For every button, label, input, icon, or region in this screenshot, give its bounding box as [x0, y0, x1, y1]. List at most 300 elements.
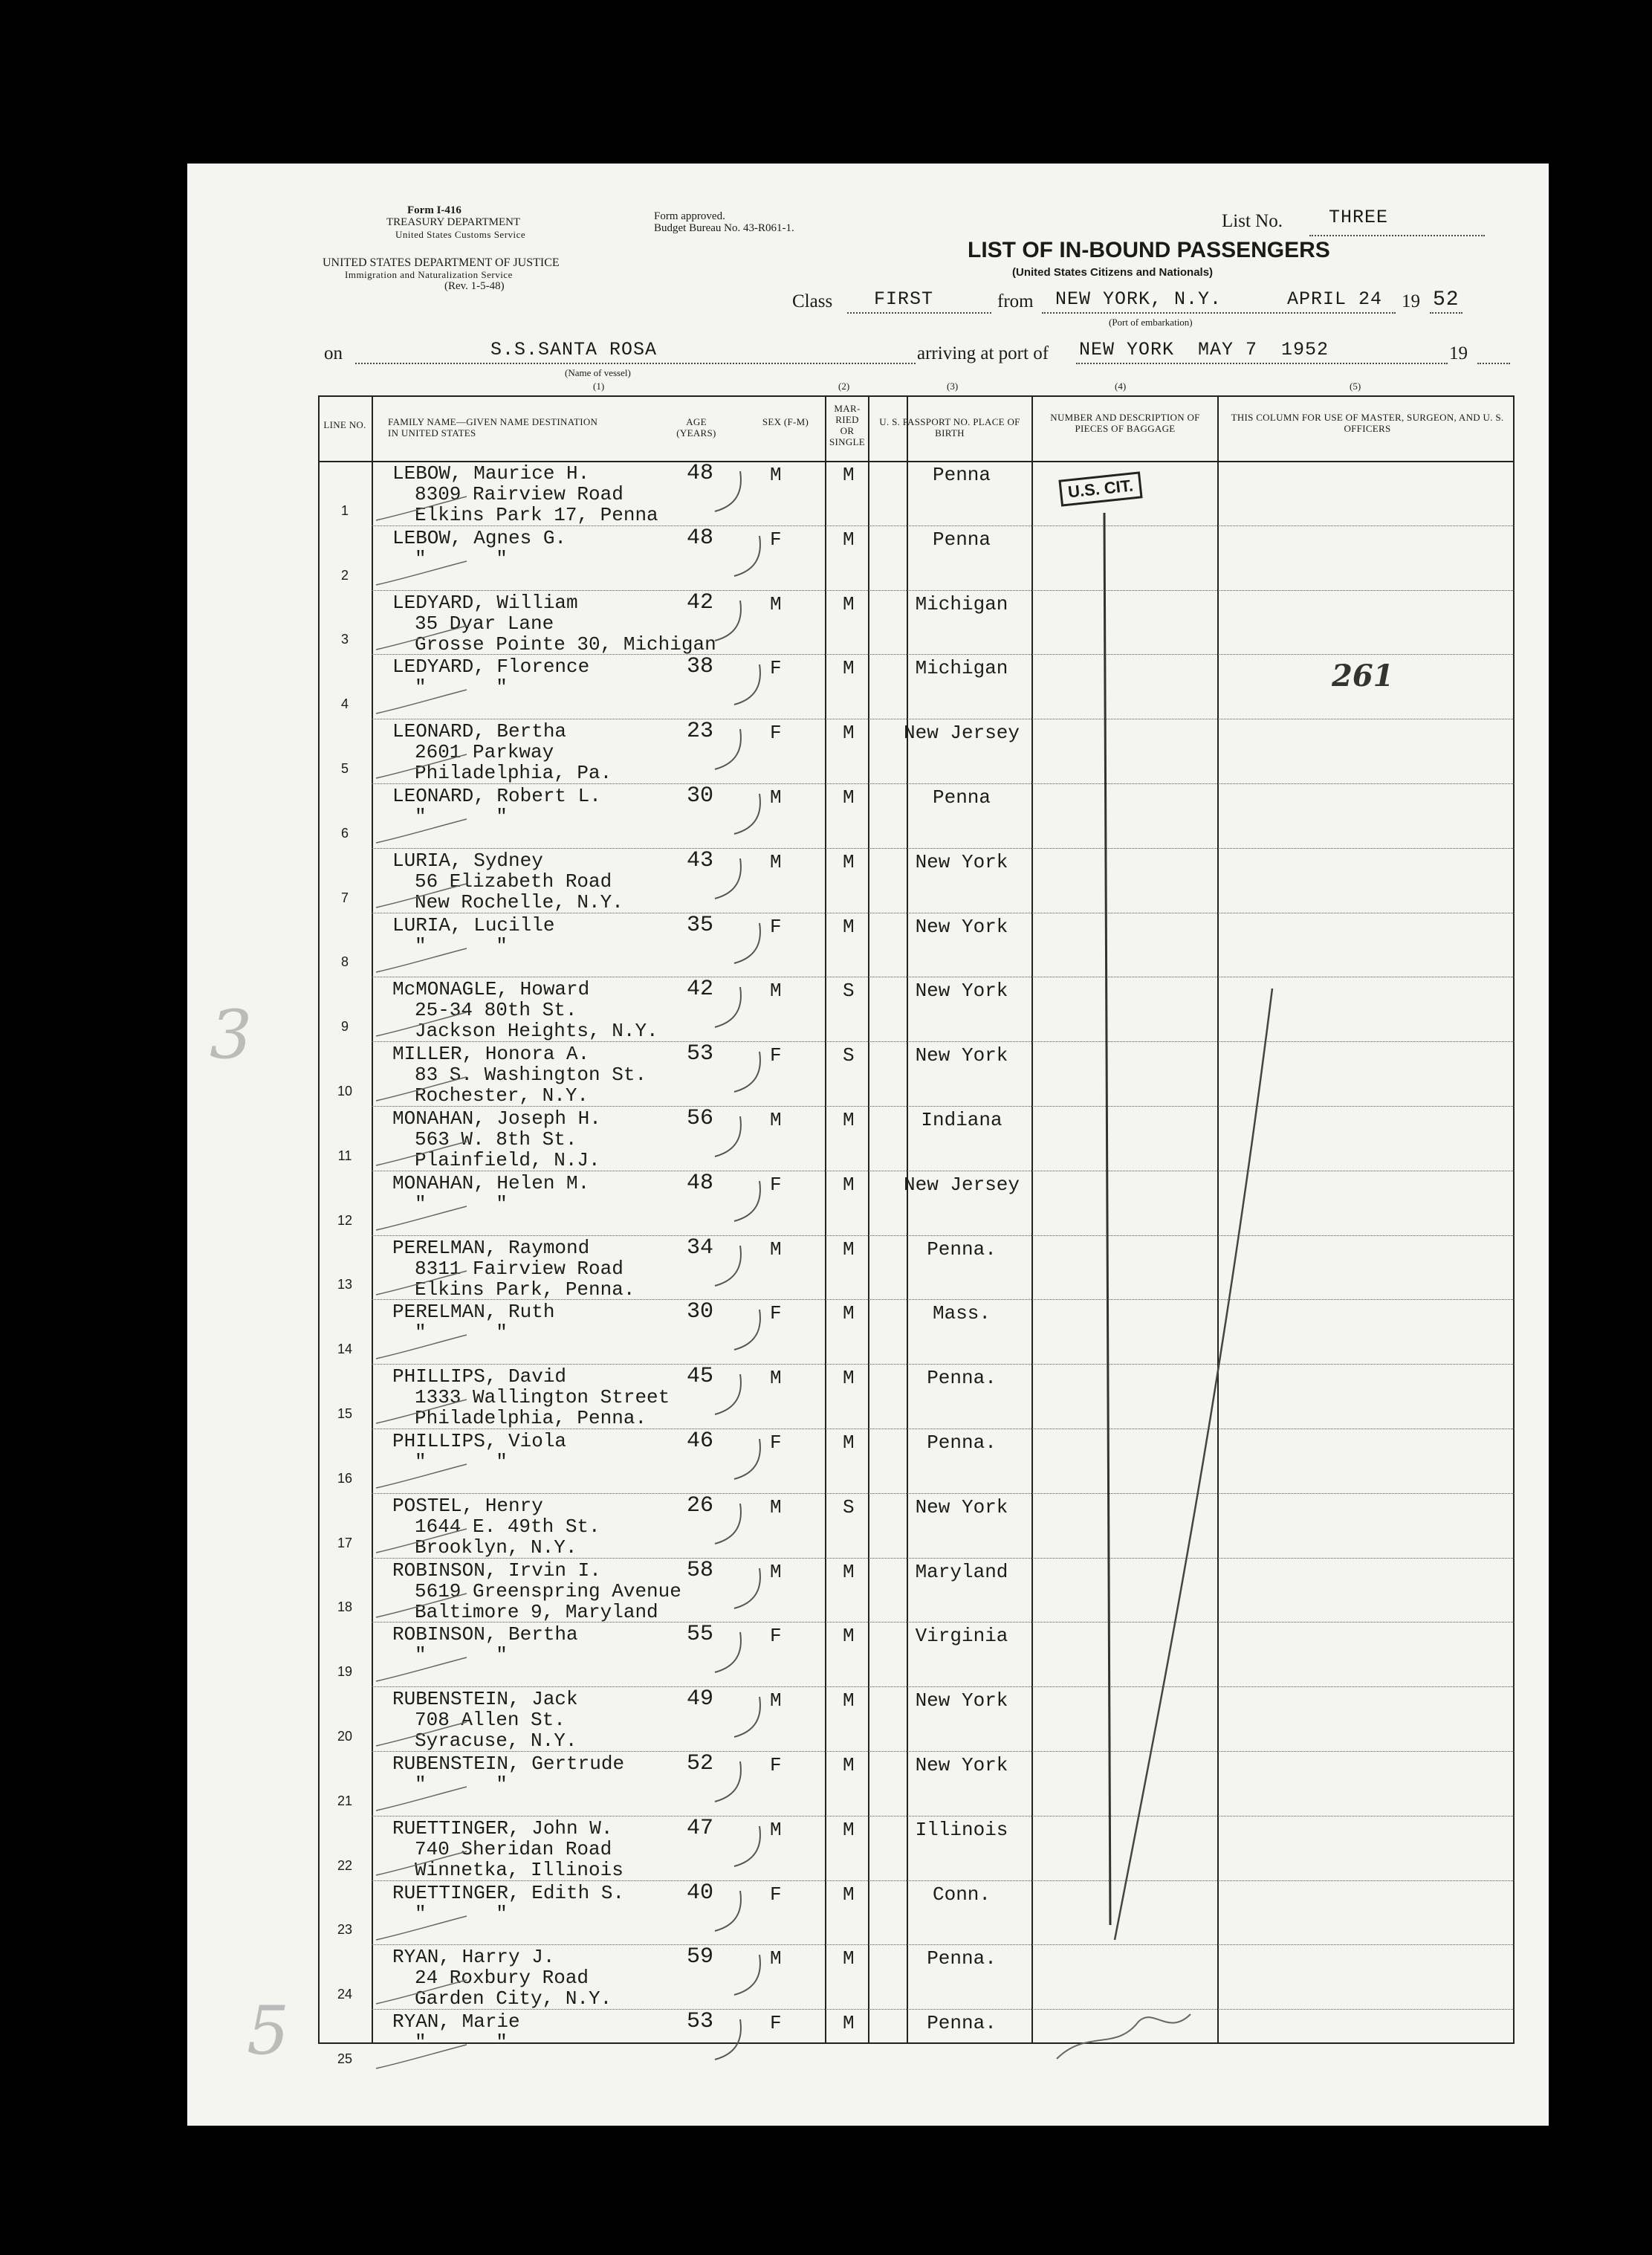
list-no-label: List No.: [1222, 211, 1283, 231]
line-slash: [373, 1461, 470, 1491]
passenger-marital: M: [843, 786, 855, 809]
line-slash: [373, 1526, 470, 1556]
line-slash: [373, 687, 470, 716]
passenger-age: 46: [687, 1429, 714, 1454]
passenger-name: LEONARD, Bertha: [392, 720, 567, 743]
line-slash: [373, 1848, 470, 1878]
header-married: MAR-RIED OR SINGLE: [829, 403, 866, 447]
passenger-birthplace: Indiana: [921, 1109, 1002, 1131]
from-label: from: [997, 291, 1034, 311]
passenger-birthplace: Penna: [932, 786, 991, 809]
embark-date-value: APRIL 24: [1287, 288, 1383, 310]
passenger-age: 53: [687, 2009, 714, 2035]
passenger-city: Grosse Pointe 30, Michigan: [415, 632, 716, 656]
ins-service: Immigration and Naturalization Service: [345, 269, 513, 280]
passenger-age: 48: [687, 1170, 714, 1196]
passenger-address: " ": [415, 806, 508, 828]
justice-dept: UNITED STATES DEPARTMENT OF JUSTICE: [323, 256, 560, 269]
class-label: Class: [792, 291, 833, 311]
arriving-label: arriving at port of: [917, 343, 1049, 363]
passenger-marital: M: [843, 1302, 855, 1325]
passenger-city: Baltimore 9, Maryland: [415, 1600, 658, 1623]
passenger-birthplace: New Jersey: [903, 1173, 1020, 1196]
passenger-name: PHILLIPS, David: [392, 1365, 567, 1388]
row-divider: [372, 2009, 1515, 2010]
passenger-sex: F: [770, 1625, 782, 1648]
passenger-city: Syracuse, N.Y.: [415, 1730, 577, 1753]
passenger-address: 56 Elizabeth Road: [415, 870, 612, 893]
row-divider: [372, 1106, 1515, 1107]
passenger-marital: M: [843, 1818, 855, 1841]
passenger-birthplace: Michigan: [915, 592, 1008, 615]
line-slash: [373, 1074, 470, 1104]
passenger-age: 42: [687, 589, 714, 615]
passenger-birthplace: Penna.: [927, 1947, 997, 1970]
list-no-value: THREE: [1329, 207, 1389, 228]
passenger-address: " ": [415, 1902, 508, 1925]
line-slash: [373, 1591, 470, 1620]
row-divider: [372, 1880, 1515, 1881]
line-number: 8: [340, 954, 349, 970]
header-passport: U. S. PASSPORT NO. PLACE OF BIRTH: [879, 416, 1020, 439]
line-slash: [373, 1332, 470, 1362]
passenger-birthplace: New York: [915, 915, 1008, 938]
col-num-3: (3): [947, 381, 959, 392]
row-divider: [372, 654, 1515, 655]
passenger-age: 56: [687, 1106, 714, 1131]
passenger-name: RYAN, Marie: [392, 2010, 520, 2034]
revision: (Rev. 1-5-48): [444, 280, 505, 292]
line-slash: [373, 1397, 470, 1426]
form-title: LIST OF IN-BOUND PASSENGERS: [968, 238, 1330, 262]
line-slash: [373, 1203, 470, 1233]
form-subtitle: (United States Citizens and Nationals): [1012, 266, 1214, 279]
line-number: 4: [340, 696, 349, 712]
row-divider: [372, 1686, 1515, 1687]
line-slash: [373, 1977, 470, 2007]
passenger-name: MONAHAN, Joseph H.: [392, 1107, 601, 1130]
passenger-marital: M: [843, 657, 855, 680]
passenger-name: MONAHAN, Helen M.: [392, 1171, 590, 1194]
line-slash: [373, 1139, 470, 1168]
passenger-sex: M: [770, 1495, 782, 1518]
line-number: 1: [340, 502, 349, 518]
passenger-birthplace: Penna: [932, 528, 991, 551]
passenger-sex: M: [770, 1818, 782, 1841]
check-mark: [727, 1823, 771, 1875]
check-mark: [707, 1759, 752, 1811]
line-number: 2: [340, 567, 349, 583]
line-slash: [373, 623, 470, 653]
passenger-name: LEBOW, Maurice H.: [392, 462, 590, 485]
passenger-sex: M: [770, 1947, 782, 1970]
form-number: Form I-416: [407, 204, 461, 216]
line-number: 5: [340, 761, 349, 776]
line-number: 6: [340, 825, 349, 841]
passenger-birthplace: Conn.: [932, 1883, 991, 1906]
passenger-age: 23: [687, 719, 714, 745]
line-slash: [373, 751, 470, 781]
check-mark: [707, 2016, 752, 2068]
check-mark: [727, 533, 771, 585]
passenger-address: 8311 Fairview Road: [415, 1257, 623, 1280]
check-mark: [727, 1436, 771, 1488]
passenger-sex: M: [770, 1238, 782, 1261]
passenger-address: 5619 Greenspring Avenue: [415, 1579, 681, 1602]
passenger-address: " ": [415, 1192, 508, 1215]
passenger-birthplace: Penna.: [927, 1431, 997, 1454]
passenger-marital: S: [843, 980, 855, 1003]
passenger-address: " ": [415, 1451, 508, 1473]
passenger-city: Elkins Park 17, Penna: [415, 504, 658, 526]
check-mark: [707, 1629, 752, 1681]
passenger-marital: M: [843, 1947, 855, 1970]
passenger-city: Jackson Heights, N.Y.: [415, 1020, 658, 1043]
line-number: 13: [337, 1277, 353, 1292]
header-sex: SEX (F-M): [762, 416, 809, 427]
header-name: FAMILY NAME—GIVEN NAME DESTINATION IN UNITED STATES: [388, 416, 598, 439]
passenger-age: 48: [687, 461, 714, 486]
margin-number: 5: [247, 1992, 290, 2070]
passenger-name: LEBOW, Agnes G.: [392, 526, 567, 549]
year-prefix: 19: [1402, 291, 1420, 311]
passenger-age: 38: [687, 654, 714, 680]
passenger-address: 35 Dyar Lane: [415, 612, 554, 635]
passenger-name: POSTEL, Henry: [392, 1494, 543, 1517]
line-number: 16: [337, 1470, 353, 1486]
passenger-age: 48: [687, 525, 714, 551]
passenger-marital: M: [843, 464, 855, 486]
passenger-address: 708 Allen St.: [415, 1709, 566, 1732]
row-divider: [372, 525, 1515, 526]
passenger-name: LEONARD, Robert L.: [392, 785, 601, 807]
line-slash: [373, 1784, 470, 1814]
passenger-sex: F: [770, 722, 782, 745]
passenger-marital: M: [843, 1754, 855, 1776]
passenger-name: RUETTINGER, Edith S.: [392, 1881, 625, 1904]
header-line-no: LINE NO.: [323, 419, 366, 430]
passenger-marital: M: [843, 1109, 855, 1131]
check-mark: [727, 791, 771, 843]
passenger-name: PERELMAN, Raymond: [392, 1236, 590, 1259]
passenger-marital: M: [843, 528, 855, 551]
arrival-value: NEW YORK MAY 7 1952: [1079, 339, 1329, 360]
passenger-birthplace: Penna.: [927, 1367, 997, 1390]
line-slash: [373, 1009, 470, 1039]
passenger-marital: M: [843, 1689, 855, 1712]
passenger-name: RUBENSTEIN, Gertrude: [392, 1753, 625, 1775]
row-divider: [372, 1235, 1515, 1236]
passenger-birthplace: New York: [915, 1044, 1008, 1067]
budget-bureau: Budget Bureau No. 43-R061-1.: [654, 222, 794, 234]
line-number: 12: [337, 1212, 353, 1228]
passenger-age: 35: [687, 912, 714, 938]
passenger-age: 34: [687, 1235, 714, 1261]
passenger-marital: M: [843, 1625, 855, 1648]
passenger-address: " ": [415, 676, 508, 699]
vessel-caption: (Name of vessel): [565, 367, 631, 378]
form-approved: Form approved.: [654, 210, 725, 222]
margin-number: 3: [210, 996, 253, 1074]
passenger-birthplace: New York: [915, 980, 1008, 1003]
passenger-age: 40: [687, 1880, 714, 1906]
passenger-age: 43: [687, 847, 714, 873]
baggage-column-mark: [1027, 513, 1339, 2118]
check-mark: [727, 1049, 771, 1101]
us-citizen-stamp: U.S. CIT.: [1058, 471, 1142, 506]
line-number: 14: [337, 1342, 353, 1357]
line-number: 23: [337, 1922, 353, 1938]
passenger-sex: M: [770, 592, 782, 615]
line-slash: [373, 816, 470, 846]
passenger-age: 49: [687, 1686, 714, 1712]
row-divider: [372, 590, 1515, 591]
check-mark: [707, 1371, 752, 1423]
passenger-age: 42: [687, 977, 714, 1003]
line-number: 17: [337, 1535, 353, 1550]
passenger-birthplace: New York: [915, 1689, 1008, 1712]
check-mark: [727, 1952, 771, 2004]
line-slash: [373, 558, 470, 588]
check-mark: [727, 1307, 771, 1359]
class-value: FIRST: [874, 288, 934, 310]
passenger-city: Philadelphia, Pa.: [415, 762, 612, 785]
passenger-sex: M: [770, 1560, 782, 1583]
line-slash: [373, 1268, 470, 1298]
check-mark: [707, 855, 752, 908]
passenger-name: RUBENSTEIN, Jack: [392, 1688, 578, 1711]
passenger-sex: M: [770, 786, 782, 809]
line-slash: [373, 1654, 470, 1684]
check-mark: [707, 726, 752, 778]
check-mark: [727, 1694, 771, 1746]
line-number: 22: [337, 1857, 353, 1873]
row-divider: [372, 1299, 1515, 1300]
col-num-5: (5): [1350, 381, 1361, 392]
passenger-birthplace: Illinois: [915, 1818, 1008, 1841]
passenger-sex: M: [770, 850, 782, 873]
check-mark: [707, 468, 752, 520]
col-num-2: (2): [838, 381, 850, 392]
line-slash: [373, 881, 470, 910]
arrival-year-prefix: 19: [1449, 343, 1468, 363]
line-number: 21: [337, 1793, 353, 1808]
passenger-marital: S: [843, 1044, 855, 1067]
passenger-birthplace: Virginia: [915, 1625, 1008, 1648]
line-number: 7: [340, 890, 349, 905]
passenger-age: 59: [687, 1944, 714, 1970]
check-mark: [727, 1565, 771, 1617]
col-num-1: (1): [593, 381, 605, 392]
passenger-birthplace: Penna.: [927, 2012, 997, 2035]
year-value: 52: [1433, 288, 1460, 311]
passenger-age: 55: [687, 1622, 714, 1648]
line-number: 3: [340, 632, 349, 647]
check-mark: [707, 1243, 752, 1295]
passenger-address: 8309 Rairview Road: [415, 483, 623, 505]
margin-note: 261: [1332, 659, 1394, 693]
check-mark: [707, 1501, 752, 1553]
passenger-name: RUETTINGER, John W.: [392, 1816, 613, 1840]
vessel-value: S.S.SANTA ROSA: [490, 339, 658, 360]
passenger-age: 45: [687, 1364, 714, 1390]
passenger-name: LURIA, Sydney: [392, 849, 543, 872]
passenger-age: 53: [687, 1041, 714, 1067]
passenger-address: 24 Roxbury Road: [415, 1967, 589, 1990]
passenger-address: " ": [415, 1321, 508, 1345]
passenger-sex: F: [770, 1044, 782, 1067]
passenger-marital: M: [843, 1431, 855, 1454]
passenger-name: PHILLIPS, Viola: [392, 1430, 567, 1452]
passenger-birthplace: Michigan: [915, 657, 1008, 680]
passenger-address: " ": [415, 2031, 508, 2054]
passenger-address: " ": [415, 547, 508, 570]
passenger-sex: M: [770, 1689, 782, 1712]
passenger-marital: S: [843, 1495, 855, 1518]
passenger-sex: F: [770, 1431, 782, 1454]
line-number: 25: [337, 2051, 353, 2066]
line-slash: [373, 1719, 470, 1749]
passenger-city: Plainfield, N.J.: [415, 1149, 600, 1171]
passenger-birthplace: New York: [915, 1754, 1008, 1776]
passenger-sex: F: [770, 915, 782, 938]
row-divider: [372, 1364, 1515, 1365]
passenger-sex: F: [770, 1754, 782, 1776]
passenger-age: 52: [687, 1751, 714, 1776]
passenger-age: 47: [687, 1815, 714, 1841]
check-mark: [727, 920, 771, 972]
passenger-sex: F: [770, 528, 782, 551]
passenger-name: LURIA, Lucille: [392, 913, 555, 936]
line-slash: [373, 2042, 470, 2071]
passenger-city: Elkins Park, Penna.: [415, 1278, 635, 1301]
passenger-marital: M: [843, 1367, 855, 1390]
passenger-sex: F: [770, 657, 782, 680]
passenger-address: 1333 Wallington Street: [415, 1386, 670, 1409]
row-divider: [372, 1041, 1515, 1042]
passenger-name: ROBINSON, Irvin I.: [392, 1559, 601, 1582]
passenger-address: 25-34 80th St.: [415, 999, 577, 1022]
passenger-name: LEDYARD, William: [392, 591, 578, 614]
passenger-city: Philadelphia, Penna.: [415, 1407, 647, 1430]
line-number: 19: [337, 1664, 353, 1680]
passenger-name: LEDYARD, Florence: [392, 656, 590, 679]
line-number: 18: [337, 1599, 353, 1615]
header-age: AGE (YEARS): [676, 416, 716, 439]
passenger-address: 740 Sheridan Road: [415, 1837, 612, 1860]
passenger-age: 26: [687, 1492, 714, 1518]
passenger-name: MILLER, Honora A.: [392, 1043, 590, 1066]
passenger-birthplace: Penna.: [927, 1238, 997, 1261]
passenger-marital: M: [843, 1173, 855, 1196]
passenger-sex: M: [770, 980, 782, 1003]
passenger-address: 2601 Parkway: [415, 741, 554, 764]
passenger-sex: M: [770, 1367, 782, 1390]
passenger-sex: M: [770, 1109, 782, 1131]
passenger-age: 30: [687, 1299, 714, 1325]
passenger-marital: M: [843, 722, 855, 745]
manifest-page: [187, 164, 1549, 2126]
check-mark: [707, 598, 752, 650]
passenger-city: Rochester, N.Y.: [415, 1084, 589, 1107]
passenger-name: RYAN, Harry J.: [392, 1946, 555, 1969]
passenger-age: 30: [687, 783, 714, 809]
treasury-dept: TREASURY DEPARTMENT: [386, 216, 521, 228]
line-number: 15: [337, 1406, 353, 1421]
passenger-address: " ": [415, 1644, 508, 1667]
check-mark: [727, 1178, 771, 1230]
passenger-sex: F: [770, 1883, 782, 1906]
passenger-marital: M: [843, 1238, 855, 1261]
passenger-city: Winnetka, Illinois: [415, 1858, 623, 1881]
check-mark: [707, 1888, 752, 1940]
passenger-birthplace: New Jersey: [903, 722, 1020, 745]
row-divider: [372, 1751, 1515, 1752]
row-divider: [372, 783, 1515, 784]
passenger-city: Garden City, N.Y.: [415, 1987, 612, 2010]
passenger-name: ROBINSON, Bertha: [392, 1623, 578, 1646]
passenger-address: 83 S. Washington St.: [415, 1064, 647, 1087]
row-divider: [372, 1493, 1515, 1494]
passenger-birthplace: Maryland: [915, 1560, 1008, 1583]
passenger-birthplace: New York: [915, 850, 1008, 873]
passenger-sex: F: [770, 1173, 782, 1196]
line-slash: [373, 1913, 470, 1943]
passenger-city: Brooklyn, N.Y.: [415, 1536, 577, 1559]
passenger-sex: F: [770, 1302, 782, 1325]
passenger-sex: M: [770, 464, 782, 486]
passenger-age: 58: [687, 1557, 714, 1583]
col-num-4: (4): [1115, 381, 1127, 392]
passenger-address: " ": [415, 1773, 508, 1796]
passenger-name: McMONAGLE, Howard: [392, 978, 590, 1001]
passenger-city: New Rochelle, N.Y.: [415, 890, 623, 913]
passenger-birthplace: New York: [915, 1495, 1008, 1518]
line-number: 10: [337, 1084, 353, 1099]
line-slash: [373, 945, 470, 975]
row-divider: [372, 1944, 1515, 1945]
passenger-name: PERELMAN, Ruth: [392, 1301, 555, 1324]
passenger-address: " ": [415, 934, 508, 957]
check-mark: [727, 661, 771, 714]
passenger-marital: M: [843, 850, 855, 873]
passenger-sex: F: [770, 2012, 782, 2035]
check-mark: [707, 984, 752, 1036]
passenger-marital: M: [843, 2012, 855, 2035]
from-port-value: NEW YORK, N.Y.: [1055, 288, 1222, 310]
passenger-marital: M: [843, 592, 855, 615]
check-mark: [707, 1113, 752, 1165]
passenger-birthplace: Penna: [932, 464, 991, 486]
passenger-birthplace: Mass.: [932, 1302, 991, 1325]
row-divider: [372, 848, 1515, 849]
line-number: 9: [340, 1019, 349, 1035]
passenger-address: 1644 E. 49th St.: [415, 1515, 600, 1538]
line-number: 11: [337, 1148, 352, 1163]
passenger-marital: M: [843, 915, 855, 938]
passenger-marital: M: [843, 1560, 855, 1583]
line-number: 20: [337, 1729, 353, 1744]
header-officers: THIS COLUMN FOR USE OF MASTER, SURGEON, AND U. S. OFFICERS: [1231, 412, 1504, 434]
customs-service: United States Customs Service: [395, 229, 526, 240]
row-divider: [372, 1558, 1515, 1559]
header-baggage: NUMBER AND DESCRIPTION OF PIECES OF BAGGAGE: [1050, 412, 1200, 434]
line-slash: [373, 494, 470, 523]
port-embark-caption: (Port of embarkation): [1109, 317, 1193, 328]
on-label: on: [324, 343, 343, 363]
passenger-address: 563 W. 8th St.: [415, 1128, 577, 1151]
passenger-marital: M: [843, 1883, 855, 1906]
